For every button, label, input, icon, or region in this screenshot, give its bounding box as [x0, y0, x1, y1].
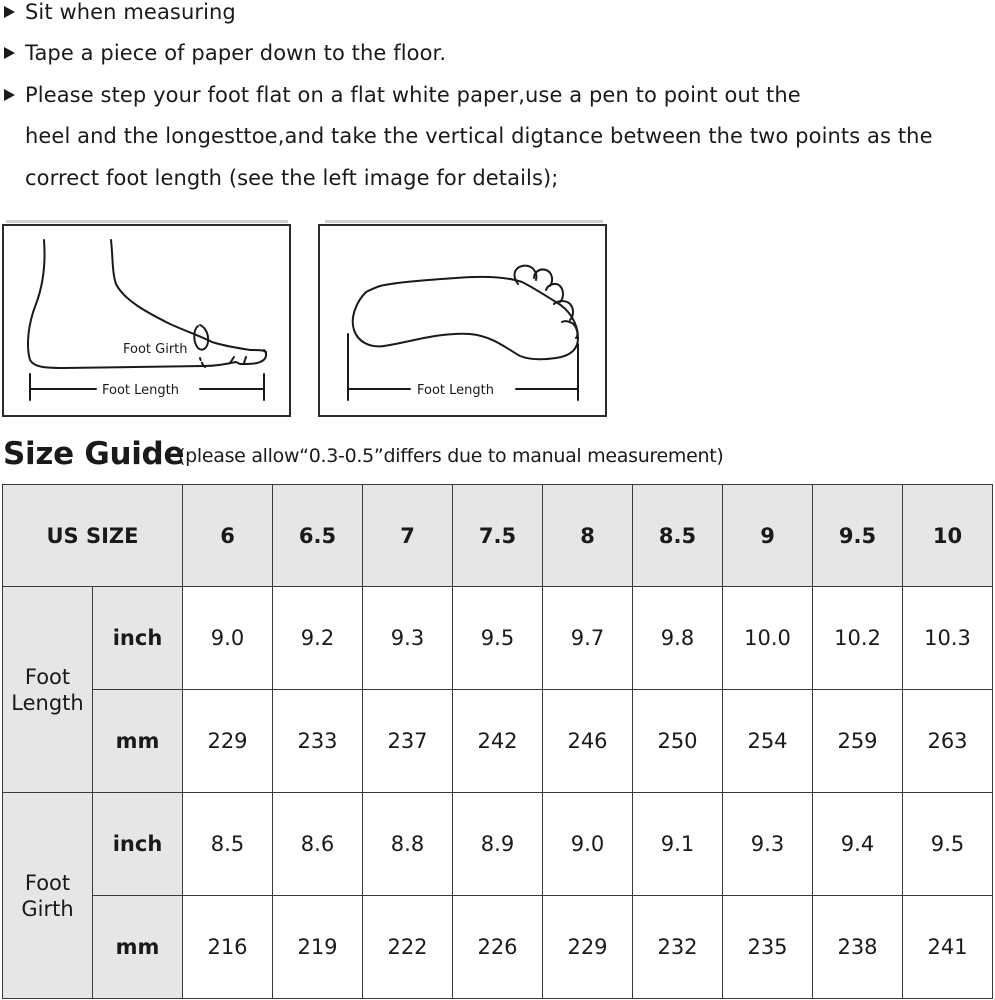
- value-cell: 10.3: [903, 587, 993, 690]
- value-cell: 9.8: [633, 587, 723, 690]
- value-cell: 9.4: [813, 793, 903, 896]
- value-cell: 263: [903, 690, 993, 793]
- value-cell: 8.9: [453, 793, 543, 896]
- value-cell: 233: [273, 690, 363, 793]
- foot-girth-group-label: [3, 793, 93, 999]
- value-cell: 237: [363, 690, 453, 793]
- group-label-line: Foot: [24, 664, 71, 689]
- value-cell: 8.5: [183, 793, 273, 896]
- foot-side-view-figure: [2, 224, 291, 417]
- value-cell: 9.5: [903, 793, 993, 896]
- group-label-line: Foot: [24, 870, 71, 895]
- value-cell: 229: [183, 690, 273, 793]
- unit-cell: mm: [93, 896, 183, 999]
- size-header-cell: 8: [543, 485, 633, 587]
- table-header-row: [3, 485, 993, 587]
- unit-cell: mm: [93, 690, 183, 793]
- value-cell: 9.5: [453, 587, 543, 690]
- table-row: [3, 587, 993, 690]
- instruction-line: Sit when measuring: [25, 0, 236, 24]
- value-cell: 9.0: [183, 587, 273, 690]
- bullet-arrow-icon: [4, 6, 15, 18]
- unit-cell: inch: [93, 793, 183, 896]
- bullet-arrow-icon: [4, 47, 15, 59]
- value-cell: 235: [723, 896, 813, 999]
- foot-sole-view-figure: [318, 224, 607, 417]
- foot-length-label: Foot Length: [417, 383, 494, 398]
- foot-sole-icon: [320, 226, 605, 415]
- value-cell: 9.7: [543, 587, 633, 690]
- panel-top-shadow: [325, 220, 603, 223]
- value-cell: 10.0: [723, 587, 813, 690]
- group-label-line: Girth: [21, 896, 74, 921]
- foot-girth-label: Foot Girth: [123, 342, 188, 357]
- value-cell: 9.3: [723, 793, 813, 896]
- size-header-cell: 10: [903, 485, 993, 587]
- value-cell: 238: [813, 896, 903, 999]
- instruction-line: heel and the longesttoe,and take the vertical digtance between the two points as the: [25, 124, 933, 148]
- bullet-arrow-icon: [4, 89, 15, 101]
- value-cell: 219: [273, 896, 363, 999]
- value-cell: 222: [363, 896, 453, 999]
- foot-length-label: Foot Length: [102, 383, 179, 398]
- us-size-header: US SIZE: [3, 485, 183, 587]
- value-cell: 259: [813, 690, 903, 793]
- foot-length-group-label: [3, 587, 93, 793]
- value-cell: 242: [453, 690, 543, 793]
- value-cell: 229: [543, 896, 633, 999]
- instruction-line: correct foot length (see the left image for details);: [25, 166, 559, 190]
- value-cell: 226: [453, 896, 543, 999]
- value-cell: 232: [633, 896, 723, 999]
- value-cell: 9.2: [273, 587, 363, 690]
- table-row: [3, 793, 993, 896]
- instruction-line: Please step your foot flat on a flat white paper,use a pen to point out the: [25, 83, 801, 107]
- size-guide-note: (please allow“0.3-0.5”differs due to manual measurement): [178, 445, 724, 467]
- value-cell: 10.2: [813, 587, 903, 690]
- instruction-line: Tape a piece of paper down to the floor.: [25, 41, 447, 65]
- size-header-cell: 6: [183, 485, 273, 587]
- size-chart-table: [2, 484, 993, 999]
- value-cell: 9.0: [543, 793, 633, 896]
- value-cell: 216: [183, 896, 273, 999]
- group-label-line: Length: [11, 690, 84, 715]
- value-cell: 246: [543, 690, 633, 793]
- foot-side-icon: [4, 226, 289, 415]
- unit-cell: inch: [93, 587, 183, 690]
- value-cell: 241: [903, 896, 993, 999]
- value-cell: 8.6: [273, 793, 363, 896]
- size-header-cell: 8.5: [633, 485, 723, 587]
- size-header-cell: 7.5: [453, 485, 543, 587]
- value-cell: 254: [723, 690, 813, 793]
- value-cell: 8.8: [363, 793, 453, 896]
- size-header-cell: 9: [723, 485, 813, 587]
- size-header-cell: 6.5: [273, 485, 363, 587]
- size-guide-title: Size Guide: [3, 436, 185, 472]
- size-header-cell: 7: [363, 485, 453, 587]
- size-header-cell: 9.5: [813, 485, 903, 587]
- table-row: [3, 896, 993, 999]
- value-cell: 9.3: [363, 587, 453, 690]
- table-row: [3, 690, 993, 793]
- value-cell: 9.1: [633, 793, 723, 896]
- value-cell: 250: [633, 690, 723, 793]
- panel-top-shadow: [6, 220, 288, 223]
